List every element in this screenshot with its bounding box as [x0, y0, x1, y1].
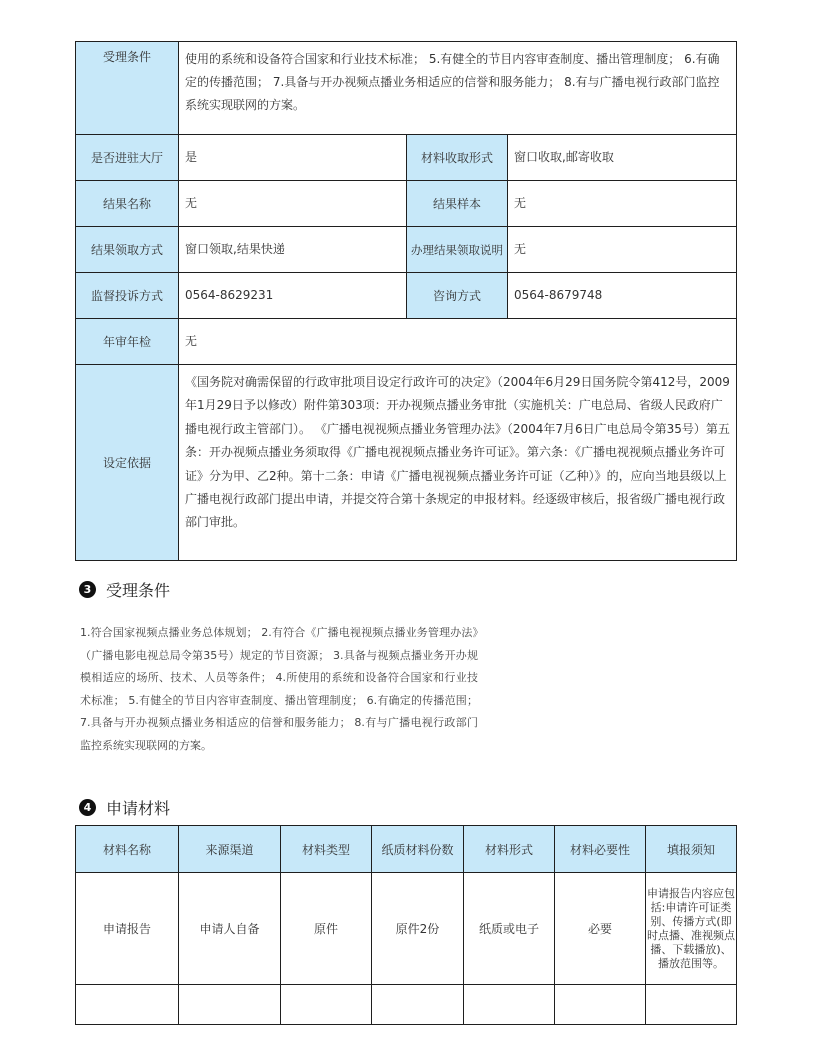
label-result-name: 结果名称 — [76, 181, 179, 227]
header-material-name: 材料名称 — [76, 826, 179, 873]
cell-fill-notes: 申请报告内容应包括:申请许可证类别、传播方式(即时点播、准视频点播、下载播放)、播放范围等。 — [646, 873, 737, 985]
label-annual-check: 年审年检 — [76, 319, 179, 365]
header-fill-notes: 填报须知 — [646, 826, 737, 873]
cell-empty — [179, 985, 281, 1025]
section-number-badge: 3 — [79, 581, 96, 598]
section-3-title: 受理条件 — [106, 580, 171, 600]
section-number-badge: 4 — [79, 799, 96, 816]
cell-empty — [646, 985, 737, 1025]
accept-conditions-text: 1.符合国家视频点播业务总体规划； 2.有符合《广播电视视频点播业务管理办法》（广播电影电视总局令第35号）规定的节目资源； 3.具备与视频点播业务开办规模相适应的场所、技术、人员等条件； 4.所使用的系统和设备符合国家和行业技术标准； 5.有健全的节目内容审查制度、播出管理制度； 6.有确定的传播范围； 7.具备与开办视频点播业务相适应的信誉和服务能力； 8.有与广播电视行政部门监控系统实现联网的方案。 — [80, 626, 478, 752]
cell-empty — [281, 985, 372, 1025]
header-material-form: 材料形式 — [464, 826, 555, 873]
value-complaint: 0564-8629231 — [179, 273, 407, 319]
cell-paper-copies: 原件2份 — [372, 873, 464, 985]
cell-empty — [372, 985, 464, 1025]
row-basis — [76, 365, 737, 561]
row-hall — [76, 135, 737, 181]
header-source: 来源渠道 — [179, 826, 281, 873]
cell-material-name: 申请报告 — [76, 873, 179, 985]
label-accept-conditions: 受理条件 — [76, 42, 179, 135]
header-necessity: 材料必要性 — [555, 826, 646, 873]
label-basis: 设定依据 — [76, 365, 179, 561]
materials-header-row — [76, 826, 737, 873]
value-basis: 《国务院对确需保留的行政审批项目设定行政许可的决定》（2004年6月29日国务院令第412号，2009年1月29日予以修改）附件第303项：开办视频点播业务审批（实施机关：广电总局、省级人民政府广播电视行政主管部门）。 《广播电视视频点播业务管理办法》（2004年7月6日广电总局令第35号）第五条：开办视频点播业务须取得《广播电视视频点播业务许可证》。第六条：《广播电视视频点播业务许可证》分为甲、乙2种。第十二条：申请《广播电视视频点播业务许可证（乙种）》的，应向当地县级以上广播电视行政部门提出申请，并提交符合第十条规定的申报材料。经逐级审核后，报省级广播电视行政部门审批。 — [179, 365, 737, 561]
value-result-method: 窗口领取,结果快递 — [179, 227, 407, 273]
section-4-title: 申请材料 — [106, 798, 171, 818]
label-hall-entry: 是否进驻大厅 — [76, 135, 179, 181]
cell-empty — [464, 985, 555, 1025]
header-material-type: 材料类型 — [281, 826, 372, 873]
value-result-note: 无 — [508, 227, 737, 273]
value-accept-conditions: 使用的系统和设备符合国家和行业技术标准； 5.有健全的节目内容审查制度、播出管理制度； 6.有确定的传播范围； 7.具备与开办视频点播业务相适应的信誉和服务能力； 8.有与广播电视行政部门监控系统实现联网的方案。 — [179, 42, 737, 135]
row-accept-conditions — [76, 42, 737, 135]
label-result-method: 结果领取方式 — [76, 227, 179, 273]
table-row — [76, 873, 737, 985]
value-annual-check: 无 — [179, 319, 737, 365]
cell-material-type: 原件 — [281, 873, 372, 985]
info-table — [75, 41, 737, 561]
value-material-form: 窗口收取,邮寄收取 — [508, 135, 737, 181]
row-result-method — [76, 227, 737, 273]
cell-source: 申请人自备 — [179, 873, 281, 985]
label-complaint: 监督投诉方式 — [76, 273, 179, 319]
label-material-form: 材料收取形式 — [407, 135, 508, 181]
table-row-empty — [76, 985, 737, 1025]
cell-empty — [555, 985, 646, 1025]
materials-table — [75, 825, 737, 1025]
row-annual-check — [76, 319, 737, 365]
value-consult: 0564-8679748 — [508, 273, 737, 319]
value-result-sample: 无 — [508, 181, 737, 227]
cell-empty — [76, 985, 179, 1025]
row-result — [76, 181, 737, 227]
cell-necessity: 必要 — [555, 873, 646, 985]
header-paper-copies: 纸质材料份数 — [372, 826, 464, 873]
value-result-name: 无 — [179, 181, 407, 227]
label-result-sample: 结果样本 — [407, 181, 508, 227]
label-consult: 咨询方式 — [407, 273, 508, 319]
value-hall-entry: 是 — [179, 135, 407, 181]
cell-material-form: 纸质或电子 — [464, 873, 555, 985]
section-4-header — [79, 796, 170, 818]
section-3-header — [79, 578, 170, 600]
label-result-note: 办理结果领取说明 — [407, 227, 508, 273]
row-contact — [76, 273, 737, 319]
